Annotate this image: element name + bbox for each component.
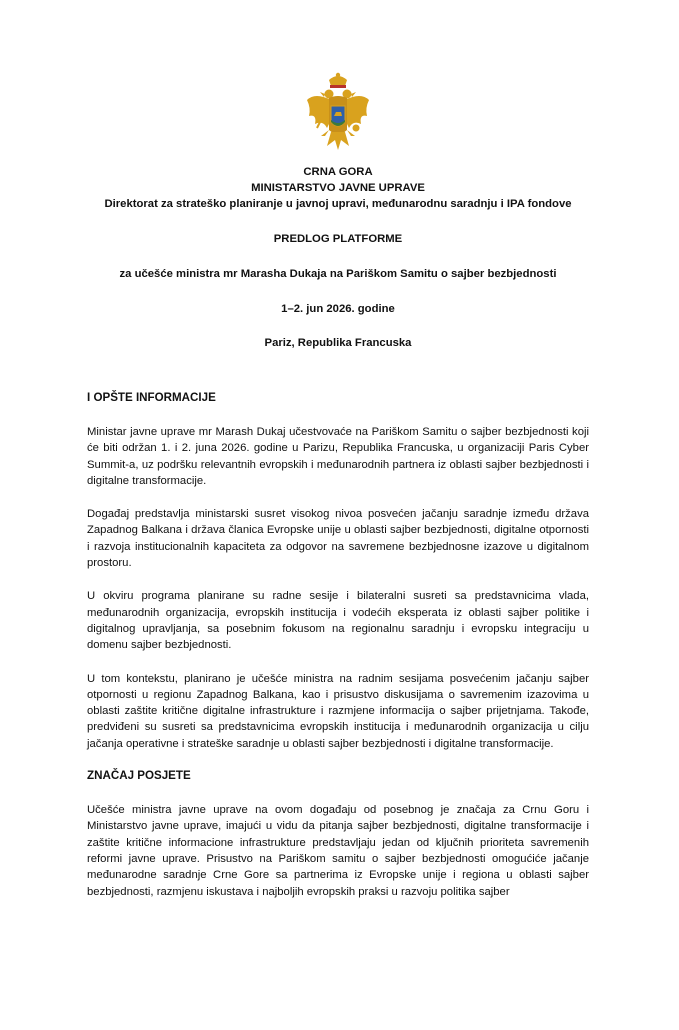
section-title-general: I OPŠTE INFORMACIJE bbox=[87, 391, 216, 404]
paragraph: Događaj predstavlja ministarski susret visokog nivoa posvećen jačanju saradnje između država Zapadnog Balkana i država članica Evropske unije u oblasti sajber bezbjednosti, digitalne otpornosti i razvoja institucionalnih kapaciteta za odgovor na savremene bezbjednosne izazove u digitalnom prostoru. bbox=[87, 508, 589, 570]
event-dates: 1–2. jun 2026. godine bbox=[281, 303, 395, 315]
montenegro-coat-of-arms-icon bbox=[305, 70, 371, 156]
section-title-significance: ZNAČAJ POSJETE bbox=[87, 769, 191, 783]
paragraph: Ministar javne uprave mr Marash Dukaj učestvovaće na Pariškom Samitu o sajber bezbjednosti koji će biti održan 1. i 2. juna 2026. godine u Parizu, Republika Francuska, u organizaciji Paris Cyber Summit-a, uz podršku relevantnih evropskih i međunarodnih partnera iz oblasti sajber bezbjednosti i digitalne transformacije. bbox=[87, 426, 589, 487]
ministry-name: MINISTARSTVO JAVNE UPRAVE bbox=[251, 182, 425, 194]
document-title: PREDLOG PLATFORME bbox=[273, 233, 403, 245]
document-page bbox=[0, 70, 679, 1030]
paragraph: U okviru programa planirane su radne sesije i bilateralni susreti sa predstavnicima vlada, međunarodnih organizacija, evropskih institucija i vodećih eksperata iz oblasti sajber politike i digitalnog upravljanja, sa posebnim fokusom na regionalnu saradnju i evropsku integraciju u domenu sajber bezbjednosti. bbox=[87, 590, 589, 652]
paragraph: U tom kontekstu, planirano je učešće ministra na radnim sesijama posvećenim jačanju sajber otpornosti u regionu Zapadnog Balkana, kao i prisustvo diskusijama o savremenim izazovima u oblasti zaštite kritične digitalne infrastrukture i razmjene informacija o sajber prijetnjama. Takođe, predviđeni su susreti sa predstavnicima evropskih institucija i međunarodnih organizacija u cilju jačanja operativne i strateške saradnje u oblasti sajber bezbjednosti i digitalne transformacije. bbox=[87, 672, 589, 750]
country-name: CRNA GORA bbox=[303, 166, 373, 178]
directorate-name: Direktorat za strateško planiranje u javnoj upravi, međunarodnu saradnju i IPA fondove bbox=[104, 198, 572, 210]
document-subtitle: za učešće ministra mr Marasha Dukaja na Pariškom Samitu o sajber bezbjednosti bbox=[119, 268, 557, 280]
event-place: Pariz, Republika Francuska bbox=[264, 337, 412, 349]
paragraph: Učešće ministra javne uprave na ovom događaju od posebnog je značaja za Crnu Goru i Ministarstvo javne uprave, imajući u vidu da pitanja sajber bezbjednosti, digitalne transformacije i zaštite kritične informacione infrastrukture predstavljaju jedan od ključnih prioriteta savremenih reformi javne uprave. Prisustvo na Pariškom samitu o sajber bezbjednosti omogućiće jačanje međunarodne saradnje Crne Gore sa partnerima iz Evropske unije i regiona u oblasti sajber bezbjednosti, razmjenu iskustava i najboljih evropskih praksi u razvoju politika sajber bbox=[87, 804, 589, 898]
